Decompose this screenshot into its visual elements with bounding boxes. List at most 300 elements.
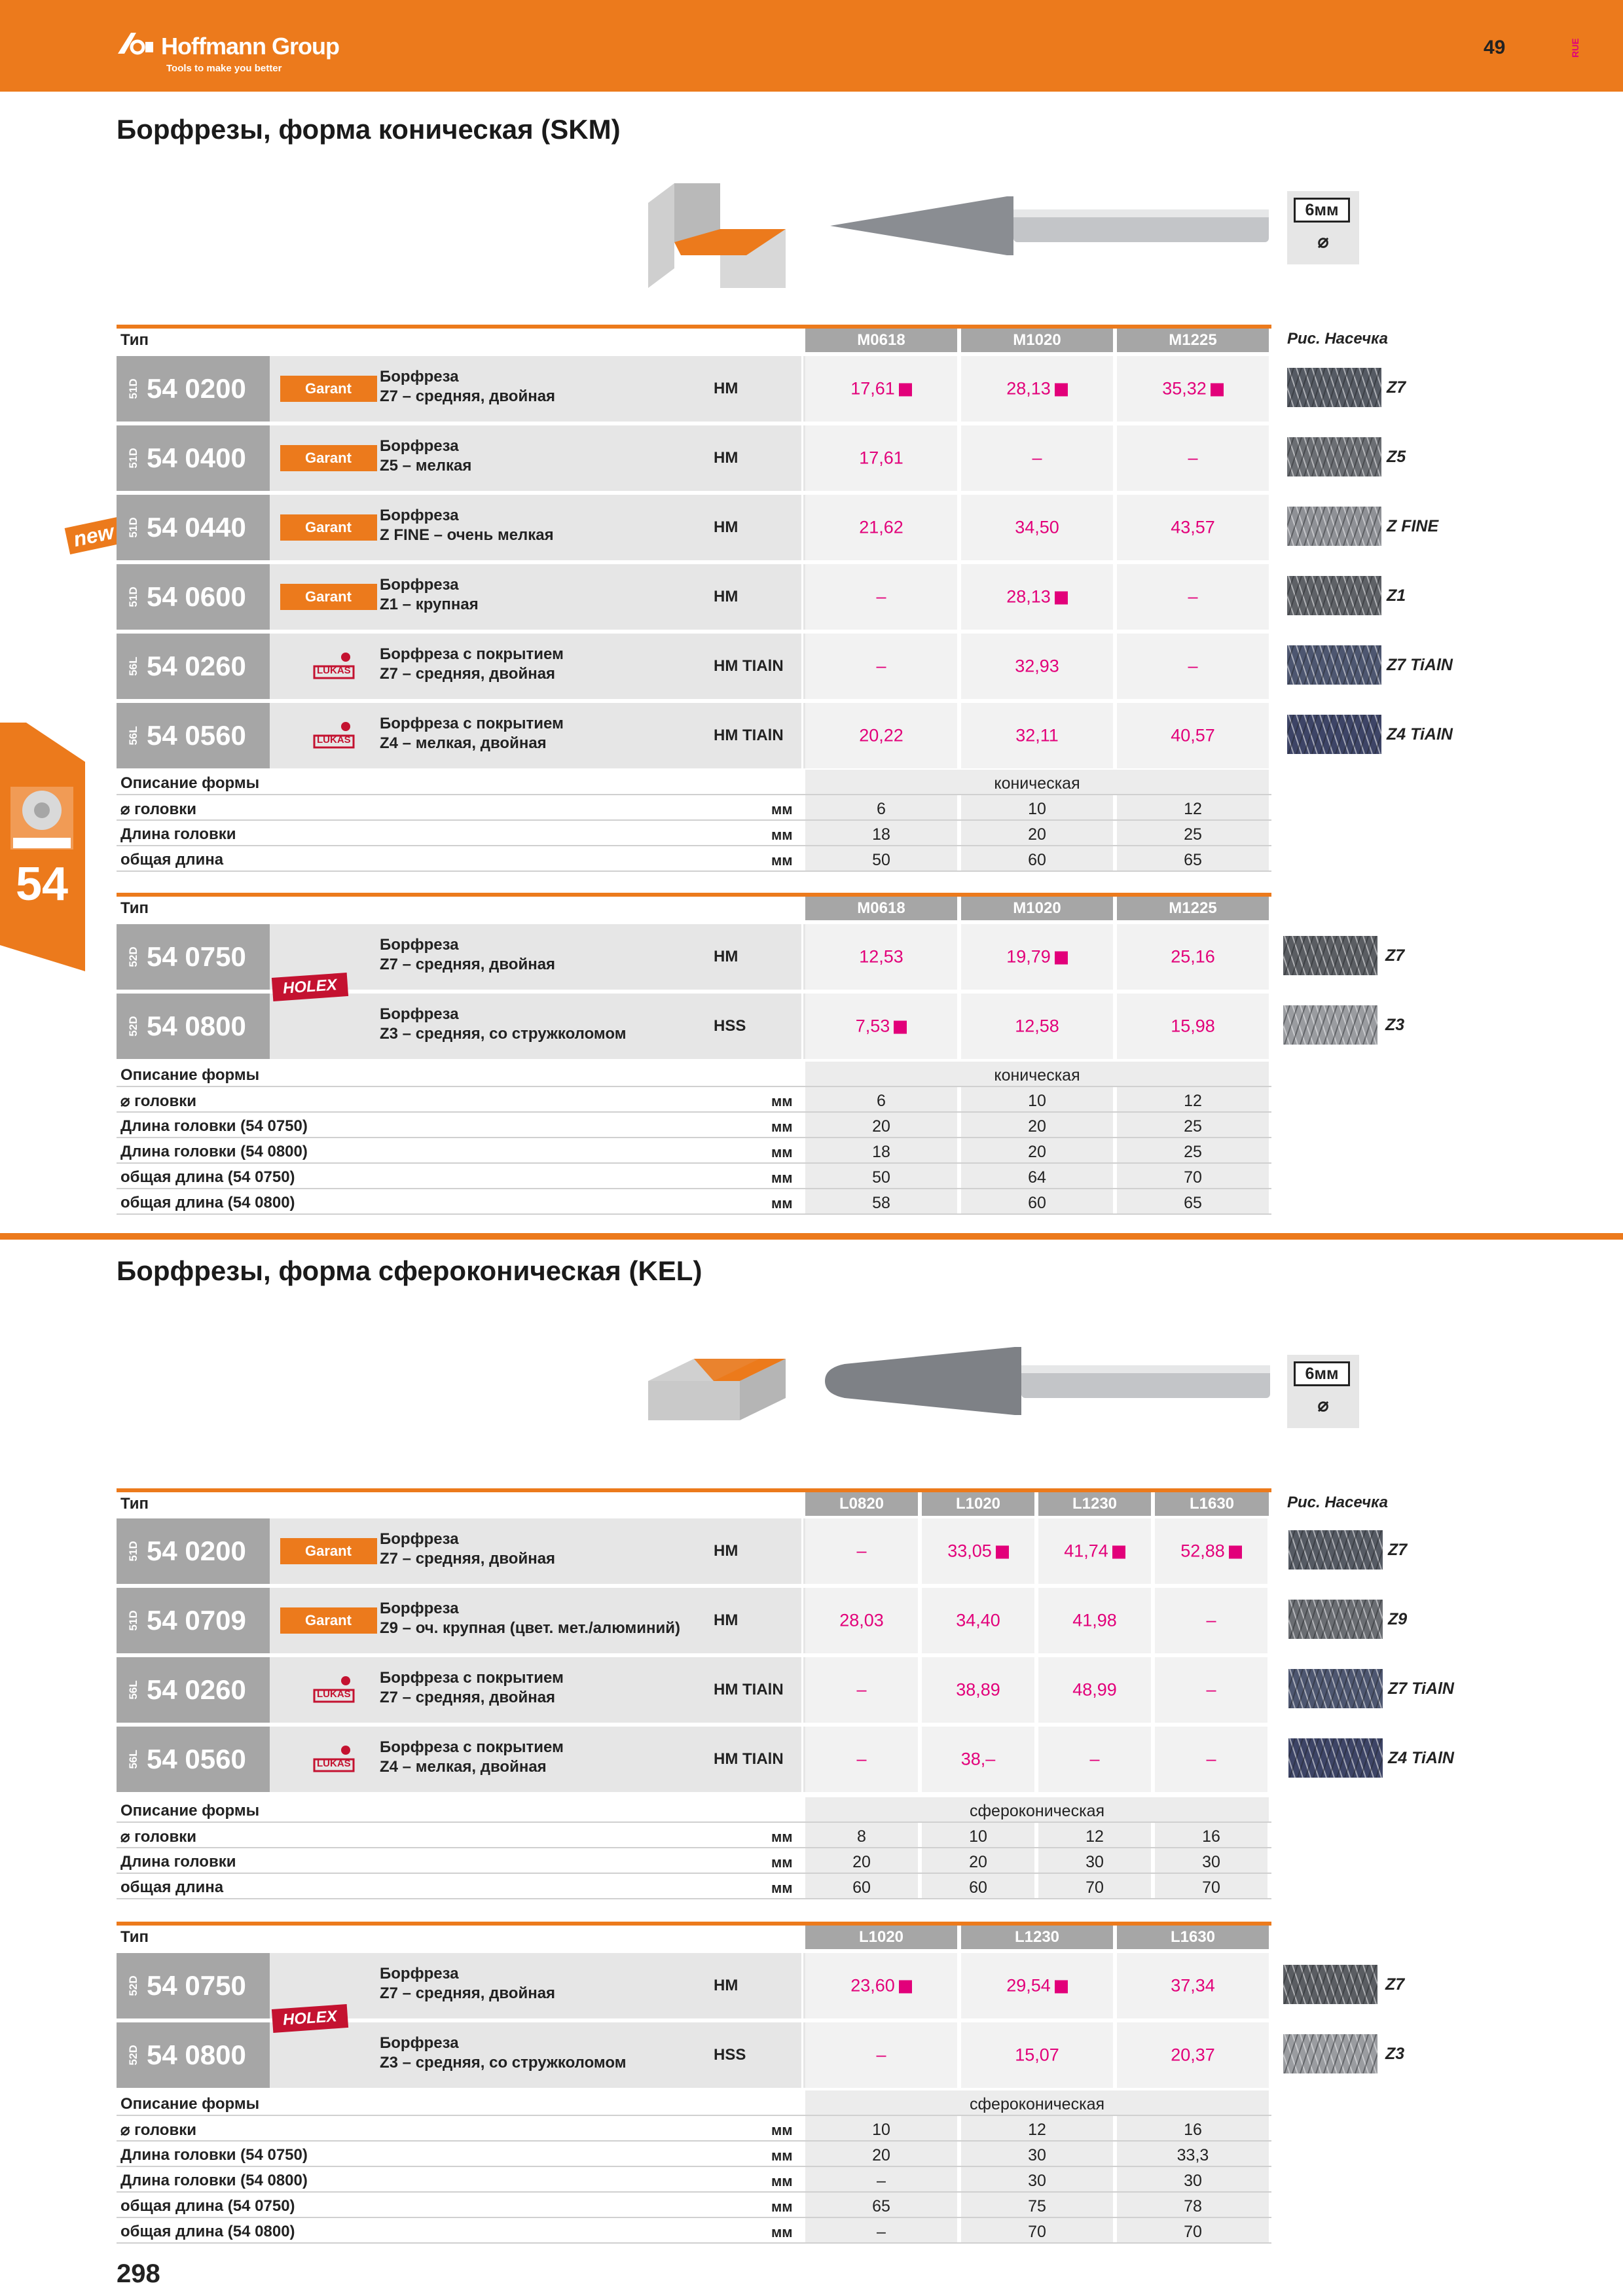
spec-unit: мм: [771, 1170, 793, 1186]
stock-marker-icon: [1112, 1545, 1125, 1558]
article-number[interactable]: 54 0709: [147, 1605, 246, 1636]
page-number-bottom: 298: [117, 2259, 160, 2288]
cut-type-label: Z7: [1387, 378, 1406, 397]
spec-value: 30: [1028, 2146, 1046, 2164]
cut-type-label: Z1: [1387, 586, 1406, 605]
spec-value: 70: [1184, 2223, 1202, 2241]
chapter-number: 54: [16, 858, 69, 910]
material: HM: [714, 518, 739, 536]
cut-pattern-swatch: [1287, 368, 1381, 407]
holex-logo: HOLEX: [272, 2004, 348, 2033]
price-value: 20,37: [1171, 2045, 1215, 2065]
stock-marker-icon: [1211, 383, 1224, 396]
workpiece-kel-illustration: [642, 1355, 799, 1427]
chapter-tab[interactable]: [0, 723, 85, 971]
price-cell[interactable]: [1117, 1976, 1269, 1996]
catalog-group: 56L: [127, 1680, 139, 1700]
spec-row: [117, 1823, 1271, 1848]
product-row[interactable]: [117, 425, 1271, 491]
spec-row: [117, 795, 1271, 821]
price-value: 20,22: [859, 725, 903, 745]
material: HSS: [714, 2046, 746, 2064]
cut-type-label: Z7: [1385, 946, 1405, 965]
article-number[interactable]: 54 0600: [147, 581, 246, 612]
spec-unit: мм: [771, 1829, 793, 1845]
product-name: Борфреза с покрытием: [380, 715, 564, 732]
cut-pattern-swatch: [1283, 1005, 1377, 1045]
product-spec: Z7 – средняя, двойная: [380, 1550, 556, 1568]
article-number[interactable]: 54 0560: [147, 720, 246, 751]
product-row[interactable]: [117, 634, 1271, 699]
spec-value: коническая: [994, 1066, 1080, 1085]
price-cell[interactable]: [805, 656, 957, 677]
spec-value: 75: [1028, 2197, 1046, 2215]
product-name: Борфреза: [380, 1600, 459, 1617]
product-row[interactable]: [117, 1588, 1271, 1653]
price-cell[interactable]: [805, 947, 957, 967]
price-value: 41,98: [1072, 1610, 1117, 1630]
spec-value: 16: [1184, 2121, 1202, 2139]
cell-separator: [801, 994, 803, 1059]
catalog-group: 56L: [127, 726, 139, 745]
cut-type-label: Z7: [1388, 1541, 1408, 1559]
cut-type-label: Z5: [1387, 448, 1406, 466]
price-cell[interactable]: [961, 518, 1113, 538]
spec-unit: мм: [771, 1119, 793, 1135]
cell-separator: [801, 2022, 803, 2088]
price-value: 17,61: [850, 378, 895, 399]
cut-type-label: Z7 TiAlN: [1388, 1679, 1454, 1698]
spec-value: 10: [969, 1827, 987, 1846]
spec-unit: мм: [771, 1093, 793, 1109]
catalog-group: 56L: [127, 1749, 139, 1769]
stock-marker-icon: [996, 1545, 1009, 1558]
product-row[interactable]: [117, 495, 1271, 560]
article-number[interactable]: 54 0400: [147, 442, 246, 473]
catalog-group: 51D: [127, 517, 139, 538]
spec-value: 20: [872, 1117, 890, 1136]
article-number[interactable]: 54 0260: [147, 1674, 246, 1705]
price-cell[interactable]: [805, 1680, 918, 1700]
price-value: –: [1188, 656, 1198, 676]
spec-divider: [117, 870, 1271, 872]
price-cell[interactable]: [805, 726, 957, 746]
price-cell[interactable]: [805, 518, 957, 538]
price-cell[interactable]: [805, 448, 957, 469]
stock-marker-icon: [899, 383, 912, 396]
price-cell[interactable]: [961, 587, 1113, 607]
spec-value: 18: [872, 825, 890, 844]
article-code-cell: [117, 564, 270, 630]
col-header: L1230: [1038, 1492, 1151, 1516]
article-number[interactable]: 54 0200: [147, 1535, 246, 1566]
spec-label: Длина головки (54 0750): [120, 1117, 308, 1135]
article-number[interactable]: 54 0750: [147, 1970, 246, 2001]
spec-value: сфероконическая: [969, 1802, 1105, 1820]
cut-pattern-swatch: [1287, 715, 1381, 754]
product-spec: Z7 – средняя, двойная: [380, 1984, 556, 2002]
product-name: Борфреза: [380, 1530, 459, 1548]
price-cell[interactable]: [1117, 587, 1269, 607]
lukas-logo-text: LUKAS: [317, 734, 351, 745]
material: HM: [714, 449, 739, 467]
cut-type-label: Z4 TiAlN: [1388, 1749, 1454, 1767]
material: HM: [714, 948, 739, 965]
spec-label: общая длина (54 0800): [120, 2223, 295, 2240]
product-spec: Z FINE – очень мелкая: [380, 526, 554, 544]
lukas-logo: [308, 720, 360, 751]
product-name: Борфреза: [380, 2034, 459, 2052]
spec-value: 30: [1085, 1853, 1104, 1871]
spec-row: [117, 1062, 1271, 1087]
price-cell[interactable]: [961, 947, 1113, 967]
material: HM: [714, 588, 739, 605]
cell-separator: [801, 634, 803, 699]
hoffmann-logo-icon: [115, 30, 155, 56]
shank-size: 6мм: [1294, 198, 1350, 223]
price-cell[interactable]: [961, 1016, 1113, 1037]
spec-label: Длина головки: [120, 825, 236, 843]
price-value: 35,32: [1162, 378, 1207, 399]
article-number[interactable]: 54 0260: [147, 651, 246, 681]
spec-label: Описание формы: [120, 1802, 260, 1820]
spec-value: 70: [1085, 1878, 1104, 1897]
product-name: Борфреза: [380, 576, 459, 594]
spec-unit: мм: [771, 2122, 793, 2138]
stock-marker-icon: [1055, 1980, 1068, 1993]
spec-row: [117, 2167, 1271, 2193]
price-cell[interactable]: [805, 1541, 918, 1562]
page-header: [0, 0, 1623, 92]
spec-value: 64: [1028, 1168, 1046, 1187]
spec-label: Длина головки (54 0800): [120, 2172, 308, 2189]
price-value: 15,07: [1015, 2045, 1059, 2065]
material: HSS: [714, 1017, 746, 1035]
price-cell[interactable]: [1038, 1611, 1151, 1631]
product-row[interactable]: [117, 1657, 1271, 1723]
catalog-group: 51D: [127, 378, 139, 399]
cut-pattern-swatch: [1283, 936, 1377, 975]
price-cell[interactable]: [1038, 1541, 1151, 1562]
lukas-logo: [308, 1674, 360, 1706]
price-cell[interactable]: [1117, 1016, 1269, 1037]
spec-value: 6: [877, 800, 886, 818]
product-name: Борфреза: [380, 368, 459, 386]
cut-pattern-swatch: [1287, 645, 1381, 685]
price-cell[interactable]: [1038, 1749, 1151, 1770]
garant-logo: Garant: [280, 514, 377, 541]
cell-separator: [801, 1953, 803, 2018]
stock-marker-icon: [899, 1980, 912, 1993]
stock-marker-icon: [1055, 591, 1068, 604]
price-cell[interactable]: [805, 1611, 918, 1631]
col-header: M0618: [805, 897, 957, 920]
cell-separator: [801, 356, 803, 422]
product-spec: Z7 – средняя, двойная: [380, 1689, 556, 1706]
article-number[interactable]: 54 0200: [147, 373, 246, 404]
price-cell[interactable]: [805, 1976, 957, 1996]
price-cell[interactable]: [1117, 726, 1269, 746]
price-cell[interactable]: [1117, 448, 1269, 469]
lukas-logo: [308, 1744, 360, 1775]
price-cell[interactable]: [1117, 379, 1269, 399]
material: HM TIAlN: [714, 1681, 784, 1698]
cell-separator: [801, 1518, 803, 1584]
price-cell[interactable]: [961, 2045, 1113, 2066]
product-name: Борфреза: [380, 1005, 459, 1023]
spec-value: 33,3: [1176, 2146, 1209, 2164]
spec-value: 60: [852, 1878, 871, 1897]
price-cell[interactable]: [1038, 1680, 1151, 1700]
cut-type-label: Z3: [1385, 1016, 1405, 1034]
price-value: 52,88: [1180, 1541, 1225, 1561]
price-value: 43,57: [1171, 517, 1215, 537]
price-value: –: [1089, 1749, 1100, 1769]
section-title-skm: Борфрезы, форма коническая (SKM): [117, 114, 621, 145]
price-cell[interactable]: [805, 1016, 957, 1037]
spec-value: 20: [1028, 1143, 1046, 1161]
brand-cell: [274, 703, 378, 768]
price-cell[interactable]: [1155, 1749, 1267, 1770]
product-row[interactable]: [117, 994, 1271, 1059]
cell-separator: [801, 1657, 803, 1723]
price-value: 12,53: [859, 946, 903, 967]
article-number[interactable]: 54 0560: [147, 1744, 246, 1774]
price-cell[interactable]: [805, 379, 957, 399]
spec-value: 12: [1028, 2121, 1046, 2139]
spec-row: [117, 1797, 1271, 1823]
cut-type-label: Z9: [1388, 1610, 1408, 1628]
spec-value: 20: [852, 1853, 871, 1871]
material: HM TIAlN: [714, 657, 784, 675]
price-value: 33,05: [947, 1541, 992, 1561]
article-code-cell: [117, 703, 270, 768]
article-code-cell: [117, 356, 270, 422]
spec-label: Длина головки (54 0800): [120, 1143, 308, 1160]
article-code-cell: [117, 1953, 270, 2018]
price-cell[interactable]: [1155, 1541, 1267, 1562]
cut-pattern-swatch: [1283, 2034, 1377, 2073]
garant-logo: Garant: [280, 1607, 377, 1634]
spec-value: 50: [872, 1168, 890, 1187]
cut-pattern-swatch: [1288, 1600, 1383, 1639]
price-cell[interactable]: [922, 1611, 1034, 1631]
price-value: –: [1206, 1749, 1216, 1769]
article-number[interactable]: 54 0750: [147, 941, 246, 972]
material: HM: [714, 1542, 739, 1560]
spec-unit: мм: [771, 2224, 793, 2240]
cut-type-label: Z3: [1385, 2045, 1405, 2063]
col-header: M1225: [1117, 329, 1269, 352]
article-code-cell: [117, 1518, 270, 1584]
spec-label: ⌀ головки: [120, 1828, 196, 1846]
spec-row: [117, 2090, 1271, 2116]
spec-value: 58: [872, 1194, 890, 1212]
col-header: L1630: [1117, 1926, 1269, 1949]
catalog-group: 51D: [127, 1610, 139, 1631]
price-value: –: [856, 1749, 867, 1769]
spec-row: [117, 1848, 1271, 1874]
lukas-logo-text: LUKAS: [317, 665, 351, 676]
table-header: [117, 1926, 1271, 1952]
type-label: Тип: [120, 899, 149, 917]
product-name: Борфреза: [380, 936, 459, 954]
spec-unit: мм: [771, 1854, 793, 1871]
type-label: Тип: [120, 331, 149, 349]
spec-value: 18: [872, 1143, 890, 1161]
brand-cell: [274, 1518, 378, 1584]
cell-separator: [801, 1588, 803, 1653]
spec-value: 60: [969, 1878, 987, 1897]
price-value: 32,11: [1015, 725, 1059, 745]
spec-value: 20: [969, 1853, 987, 1871]
price-value: 38,–: [960, 1749, 996, 1769]
product-row[interactable]: [117, 703, 1271, 768]
product-row[interactable]: [117, 2022, 1271, 2088]
price-cell[interactable]: [961, 379, 1113, 399]
article-code-cell: [117, 634, 270, 699]
holex-logo: HOLEX: [272, 973, 348, 1001]
col-header: M1020: [961, 329, 1113, 352]
article-code-cell: [117, 1657, 270, 1723]
spec-unit: мм: [771, 2198, 793, 2215]
spec-value: 30: [1202, 1853, 1220, 1871]
price-value: 17,61: [859, 448, 903, 468]
col-header: L1630: [1155, 1492, 1269, 1516]
spec-value: 10: [1028, 800, 1046, 818]
price-cell[interactable]: [961, 448, 1113, 469]
product-name: Борфреза с покрытием: [380, 645, 564, 663]
article-code-cell: [117, 425, 270, 491]
shank-info-skm: [1287, 191, 1359, 264]
product-row[interactable]: [117, 564, 1271, 630]
spec-value: 12: [1085, 1827, 1104, 1846]
article-number[interactable]: 54 0440: [147, 512, 246, 543]
material: HM: [714, 1977, 739, 1994]
spec-value: 20: [1028, 825, 1046, 844]
col-header: L1020: [805, 1926, 957, 1949]
price-value: –: [1032, 448, 1042, 468]
spec-value: 20: [1028, 1117, 1046, 1136]
spec-unit: мм: [771, 827, 793, 843]
spec-unit: мм: [771, 1144, 793, 1160]
spec-label: Описание формы: [120, 1066, 260, 1084]
spec-value: –: [877, 2172, 886, 2190]
article-code-cell: [117, 924, 270, 990]
lukas-logo: [308, 651, 360, 682]
brand-cell: [274, 634, 378, 699]
price-value: –: [856, 1679, 867, 1700]
price-value: 21,62: [859, 517, 903, 537]
spec-value: 6: [877, 1092, 886, 1110]
product-name: Борфреза: [380, 437, 459, 455]
cell-separator: [801, 924, 803, 990]
col-header: M1225: [1117, 897, 1269, 920]
type-label: Тип: [120, 1495, 149, 1513]
price-cell[interactable]: [1117, 518, 1269, 538]
article-number[interactable]: 54 0800: [147, 1011, 246, 1041]
brand-cell: [274, 1588, 378, 1653]
catalog-group: 52D: [127, 1975, 139, 1996]
cut-pattern-swatch: [1287, 437, 1381, 476]
spec-value: 25: [1184, 1117, 1202, 1136]
price-cell[interactable]: [1117, 947, 1269, 967]
price-value: 28,03: [839, 1610, 884, 1630]
price-cell[interactable]: [1155, 1611, 1267, 1631]
spec-row: [117, 1874, 1271, 1899]
stock-marker-icon: [1229, 1545, 1242, 1558]
price-cell[interactable]: [1117, 2045, 1269, 2066]
chapter-tab-shape: [0, 723, 85, 971]
language-code: RUE: [1570, 38, 1580, 58]
product-name: Борфреза с покрытием: [380, 1738, 564, 1756]
price-value: –: [1188, 586, 1198, 607]
price-value: –: [856, 1541, 867, 1561]
spec-row: [117, 1164, 1271, 1189]
spec-label: Длина головки: [120, 1853, 236, 1871]
spec-value: 65: [872, 2197, 890, 2215]
price-cell[interactable]: [1155, 1680, 1267, 1700]
price-cell[interactable]: [805, 2045, 957, 2066]
spec-row: [117, 1087, 1271, 1113]
material: HM TIAlN: [714, 1750, 784, 1768]
catalog-group: 52D: [127, 1016, 139, 1037]
price-value: 38,89: [956, 1679, 1000, 1700]
price-value: –: [1206, 1610, 1216, 1630]
price-cell[interactable]: [922, 1680, 1034, 1700]
spec-value: 30: [1028, 2172, 1046, 2190]
price-cell[interactable]: [922, 1541, 1034, 1562]
product-spec: Z9 – оч. крупная (цвет. мет./алюминий): [380, 1619, 680, 1637]
price-cell[interactable]: [961, 1976, 1113, 1996]
cell-separator: [801, 564, 803, 630]
catalog-group: 56L: [127, 656, 139, 676]
price-cell[interactable]: [1117, 656, 1269, 677]
cell-separator: [801, 495, 803, 560]
product-row[interactable]: [117, 1518, 1271, 1584]
product-spec: Z5 – мелкая: [380, 457, 472, 475]
catalog-group: 52D: [127, 2045, 139, 2066]
spec-value: 10: [872, 2121, 890, 2139]
table-header: [117, 329, 1271, 355]
spec-label: общая длина: [120, 1878, 224, 1896]
article-number[interactable]: 54 0800: [147, 2039, 246, 2070]
product-spec: Z7 – средняя, двойная: [380, 387, 556, 405]
article-code-cell: [117, 994, 270, 1059]
price-value: 29,54: [1006, 1975, 1051, 1996]
price-cell[interactable]: [922, 1749, 1034, 1770]
brand-cell: [274, 425, 378, 491]
article-code-cell: [117, 2022, 270, 2088]
spec-value: 70: [1028, 2223, 1046, 2241]
price-cell[interactable]: [805, 587, 957, 607]
price-cell[interactable]: [805, 1749, 918, 1770]
spec-row: [117, 2218, 1271, 2244]
spec-unit: мм: [771, 1195, 793, 1211]
spec-value: 78: [1184, 2197, 1202, 2215]
spec-label: общая длина (54 0750): [120, 1168, 295, 1186]
brand-cell: [274, 564, 378, 630]
col-header: M0618: [805, 329, 957, 352]
table-header: [117, 1492, 1271, 1518]
price-cell[interactable]: [961, 656, 1113, 677]
product-row[interactable]: [117, 1727, 1271, 1792]
price-cell[interactable]: [961, 726, 1113, 746]
price-value: 15,98: [1171, 1016, 1215, 1036]
product-spec: Z7 – средняя, двойная: [380, 956, 556, 973]
product-row[interactable]: [117, 356, 1271, 422]
spec-value: 20: [872, 2146, 890, 2164]
